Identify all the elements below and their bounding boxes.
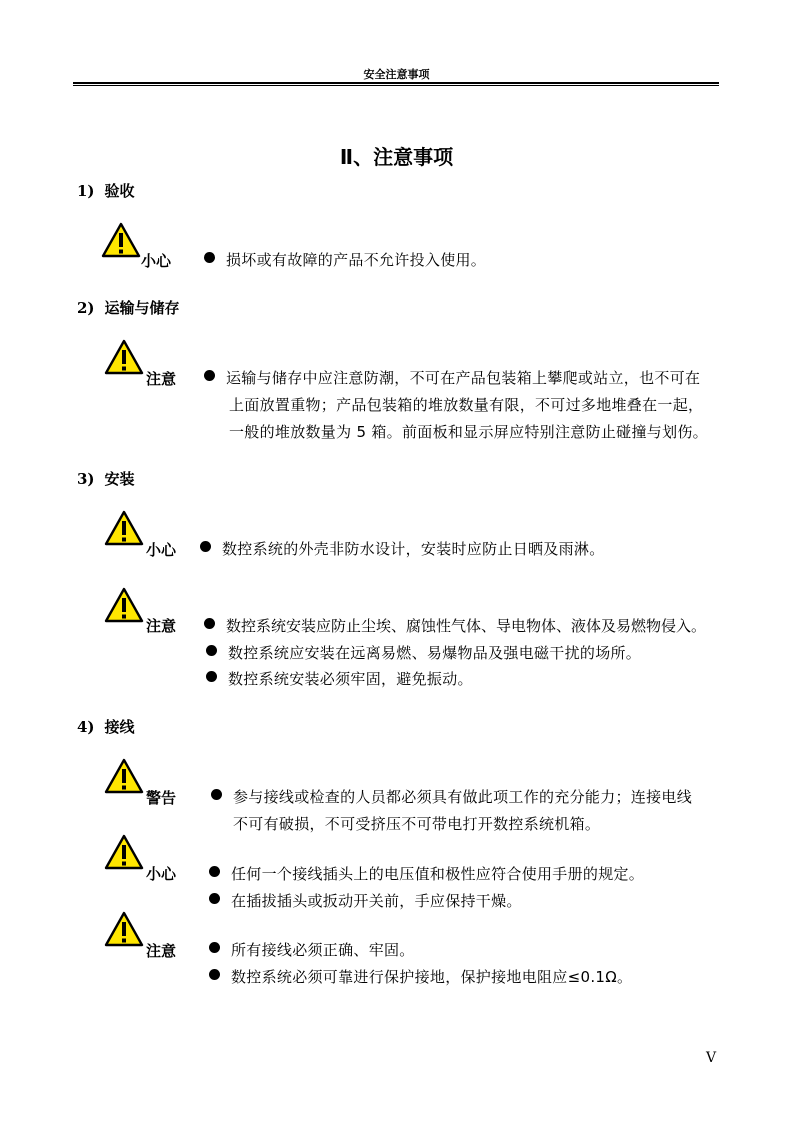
section-name: 安装 bbox=[104, 470, 135, 488]
warning-triangle-icon bbox=[101, 222, 141, 258]
section-name: 接线 bbox=[104, 718, 135, 736]
bullet-dot-icon bbox=[204, 618, 215, 629]
warning-triangle-icon bbox=[104, 758, 144, 794]
bullet-dot-icon bbox=[209, 866, 220, 877]
bullet-dot-icon bbox=[200, 541, 211, 552]
body-line: 损坏或有故障的产品不允许投入使用。 bbox=[226, 251, 487, 269]
header-rule-thin bbox=[73, 85, 719, 86]
bullet-dot-icon bbox=[209, 942, 220, 953]
warning-triangle-icon bbox=[104, 911, 144, 947]
body-line: 任何一个接线插头上的电压值和极性应符合使用手册的规定。 bbox=[231, 865, 645, 883]
page-number: V bbox=[706, 1050, 717, 1066]
caution-label: 小心 bbox=[146, 541, 177, 559]
header-rule-thick bbox=[73, 82, 719, 84]
warning-label: 警告 bbox=[146, 789, 177, 807]
section-name: 运输与储存 bbox=[104, 299, 180, 317]
section-number: 4) bbox=[77, 718, 95, 736]
section-heading-4 bbox=[77, 716, 135, 737]
section-number: 2) bbox=[77, 299, 95, 317]
body-line: 上面放置重物；产品包装箱的堆放数量有限，不可过多地堆叠在一起， bbox=[229, 396, 704, 414]
body-line: 不可有破损，不可受挤压不可带电打开数控系统机箱。 bbox=[233, 815, 601, 833]
body-line: 数控系统安装应防止尘埃、腐蚀性气体、导电物体、液体及易燃物侵入。 bbox=[226, 617, 707, 635]
note-label: 注意 bbox=[146, 617, 177, 635]
body-line: 数控系统应安装在远离易燃、易爆物品及强电磁干扰的场所。 bbox=[228, 644, 642, 662]
section-heading-3 bbox=[77, 468, 135, 489]
bullet-dot-icon bbox=[209, 893, 220, 904]
page-title: Ⅱ、注意事项 bbox=[339, 145, 454, 169]
body-line: 参与接线或检查的人员都必须具有做此项工作的充分能力；连接电线 bbox=[233, 788, 693, 806]
running-header: 安全注意事项 bbox=[363, 68, 430, 81]
section-name: 验收 bbox=[104, 182, 135, 200]
warning-triangle-icon bbox=[104, 339, 144, 375]
caution-label: 小心 bbox=[146, 865, 177, 883]
bullet-dot-icon bbox=[204, 252, 215, 263]
body-line: 数控系统安装必须牢固，避免振动。 bbox=[228, 670, 473, 688]
section-heading-2 bbox=[77, 297, 180, 318]
body-line: 运输与储存中应注意防潮，不可在产品包装箱上攀爬或站立，也不可在 bbox=[226, 369, 701, 387]
warning-triangle-icon bbox=[104, 587, 144, 623]
section-heading-1 bbox=[77, 180, 135, 201]
note-label: 注意 bbox=[146, 370, 177, 388]
body-line: 数控系统必须可靠进行保护接地，保护接地电阻应≤0.1Ω。 bbox=[231, 968, 633, 986]
body-line: 一般的堆放数量为 5 箱。前面板和显示屏应特别注意防止碰撞与划伤。 bbox=[229, 423, 708, 441]
section-number: 3) bbox=[77, 470, 95, 488]
body-line: 数控系统的外壳非防水设计，安装时应防止日晒及雨淋。 bbox=[222, 540, 605, 558]
body-line: 所有接线必须正确、牢固。 bbox=[231, 941, 415, 959]
bullet-dot-icon bbox=[206, 645, 217, 656]
bullet-dot-icon bbox=[209, 969, 220, 980]
caution-label: 小心 bbox=[141, 252, 172, 270]
body-line: 在插拔插头或扳动开关前，手应保持干燥。 bbox=[231, 892, 522, 910]
note-label: 注意 bbox=[146, 942, 177, 960]
bullet-dot-icon bbox=[211, 789, 222, 800]
bullet-dot-icon bbox=[204, 370, 215, 381]
bullet-dot-icon bbox=[206, 671, 217, 682]
warning-triangle-icon bbox=[104, 834, 144, 870]
section-number: 1) bbox=[77, 182, 95, 200]
warning-triangle-icon bbox=[104, 510, 144, 546]
